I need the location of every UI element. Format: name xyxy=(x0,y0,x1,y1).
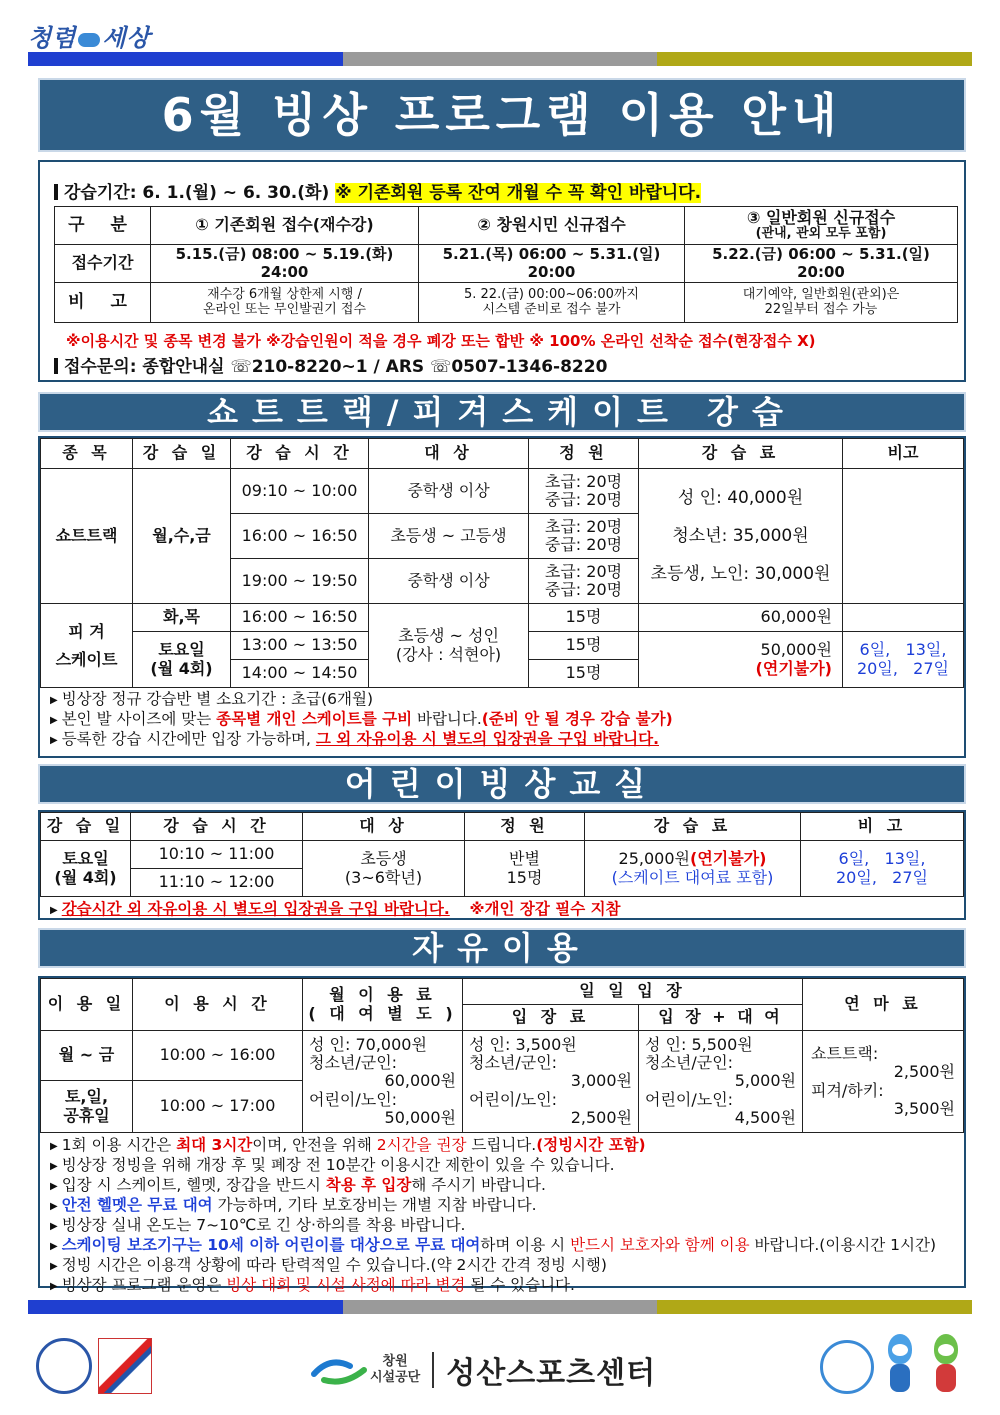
reg-header-citizen: ② 창원시민 신규접수 xyxy=(419,207,685,245)
free-h-daily: 일 일 입 장 xyxy=(463,979,803,1005)
reg-period-general: 5.22.(금) 06:00 ~ 5.31.(일) 20:00 xyxy=(685,245,958,283)
reg-header-existing: ① 기존회원 접수(재수강) xyxy=(151,207,419,245)
kids-target: 초등생 (3~6학년) xyxy=(303,841,465,897)
short-target-1: 중학생 이상 xyxy=(369,469,529,514)
period-notice: ※ 기존회원 등록 잔여 개월 수 꼭 확인 바랍니다. xyxy=(335,183,702,203)
page-title: 6월 빙상 프로그램 이용 안내 xyxy=(38,78,966,152)
free-day-weekend: 토,일, 공휴일 xyxy=(41,1081,133,1133)
skate-h-time: 강 습 시 간 xyxy=(231,439,369,469)
free-note-1: ▶ 1회 이용 시간은 최대 3시간이며, 안전을 위해 2시간을 권장 드립니다.(정빙시간 포함) xyxy=(50,1136,646,1154)
skate-h-target: 대 상 xyxy=(369,439,529,469)
contact-line xyxy=(54,352,607,377)
figure-day-2: 토요일 (월 4회) xyxy=(133,632,231,688)
skate-h-remark: 비고 xyxy=(843,439,964,469)
kids-day: 토요일 (월 4회) xyxy=(41,841,131,897)
kids-fee: 25,000원(연기불가) (스케이트 대여료 포함) xyxy=(585,841,801,897)
figure-target: 초등생 ~ 성인 (강사 : 석현아) xyxy=(369,604,529,688)
top-stripe xyxy=(28,52,972,66)
short-cap-1: 초급: 20명 중급: 20명 xyxy=(529,469,639,514)
skate-section-title: 쇼트트랙/피겨스케이트 강습 xyxy=(38,392,966,432)
reg-header-general: ③ 일반회원 신규접수 (관내, 관외 모두 포함) xyxy=(685,207,958,245)
reg-period-label: 접수기간 xyxy=(55,245,151,283)
free-note-2: ▶ 빙상장 정빙을 위해 개장 후 및 폐장 전 10분간 이용시간 제한이 있을 수 있습니다. xyxy=(50,1156,615,1174)
bottom-stripe xyxy=(28,1300,972,1314)
reg-period-citizen: 5.21.(목) 06:00 ~ 5.31.(일) 20:00 xyxy=(419,245,685,283)
reg-header-category: 구 분 xyxy=(55,207,151,245)
skate-h-capacity: 정 원 xyxy=(529,439,639,469)
figure-fee-2: 50,000원 (연기불가) xyxy=(639,632,843,688)
skate-section xyxy=(38,436,966,758)
short-track-days: 월,수,금 xyxy=(133,469,231,604)
free-table xyxy=(40,978,964,1133)
consumer-centered-seal-icon xyxy=(820,1340,874,1394)
mascot-blue-icon xyxy=(880,1334,920,1398)
free-monthly-fees: 성 인: 70,000원 청소년/군인: 60,000원 어린이/노인: 50,000원 xyxy=(303,1031,463,1133)
skate-table xyxy=(40,438,964,688)
skate-h-fee: 강 습 료 xyxy=(639,439,843,469)
kids-section xyxy=(38,810,966,920)
free-entry-rent-fees: 성 인: 5,500원 청소년/군인: 5,000원 어린이/노인: 4,500원 xyxy=(639,1031,803,1133)
figure-time-2: 13:00 ~ 13:50 xyxy=(231,632,369,660)
center-name: 성산스포츠센터 xyxy=(446,1356,657,1391)
free-note-3: ▶ 입장 시 스케이트, 헬멧, 장갑을 반드시 착용 후 입장해 주시기 바랍니다. xyxy=(50,1176,546,1194)
short-remark xyxy=(843,469,964,604)
kids-h-capacity: 정 원 xyxy=(465,813,585,841)
skate-notes xyxy=(50,690,673,750)
short-target-2: 초등생 ~ 고등생 xyxy=(369,514,529,559)
skate-note-1: ▶ 빙상장 정규 강습반 별 소요기간 : 초급(6개월) xyxy=(50,690,373,708)
figure-cap-2: 15명 xyxy=(529,632,639,660)
reg-note-general: 대기예약, 일반회원(관외)은 22일부터 접수 가능 xyxy=(685,283,958,323)
intro-section xyxy=(38,160,966,382)
short-cap-3: 초급: 20명 중급: 20명 xyxy=(529,559,639,604)
short-time-3: 19:00 ~ 19:50 xyxy=(231,559,369,604)
short-cap-2: 초급: 20명 중급: 20명 xyxy=(529,514,639,559)
integrity-logo: 청렴 세상 xyxy=(28,23,151,52)
short-time-2: 16:00 ~ 16:50 xyxy=(231,514,369,559)
kids-h-fee: 강 습 료 xyxy=(585,813,801,841)
registration-table xyxy=(54,206,958,323)
kids-h-remark: 비 고 xyxy=(801,813,964,841)
short-fees: 성 인: 40,000원 청소년: 35,000원 초등생, 노인: 30,000원 xyxy=(639,469,843,604)
figure-remark-2: 6일, 13일, 20일, 27일 xyxy=(843,632,964,688)
free-note-5: ▶ 빙상장 실내 온도는 7~10℃로 긴 상·하의를 착용 바랍니다. xyxy=(50,1216,466,1234)
free-note-4: ▶ 안전 헬멧은 무료 대여 가능하며, 기타 보호장비는 개별 지참 바랍니다. xyxy=(50,1196,537,1214)
skate-note-3: ▶ 등록한 강습 시간에만 입장 가능하며, 그 외 자유이용 시 별도의 입장권을 구입 바랍니다. xyxy=(50,730,659,748)
figure-remark-1 xyxy=(843,604,964,632)
skate-note-2: ▶ 본인 발 사이즈에 맞는 종목별 개인 스케이트를 구비 바랍니다.(준비 안 될 경우 강습 불가) xyxy=(50,710,673,728)
figure-fee-1: 60,000원 xyxy=(639,604,843,632)
reg-note-existing: 재수강 6개월 상한제 시행 / 온라인 또는 무인발권기 접수 xyxy=(151,283,419,323)
free-note-7: ▶ 정빙 시간은 이용객 상황에 따라 탄력적일 수 있습니다.(약 2시간 간격 정빙 시행) xyxy=(50,1256,607,1274)
reg-note-citizen: 5. 22.(금) 00:00~06:00까지 시스템 준비로 접수 불가 xyxy=(419,283,685,323)
figure-time-1: 16:00 ~ 16:50 xyxy=(231,604,369,632)
short-track-name: 쇼트트랙 xyxy=(41,469,133,604)
kids-table xyxy=(40,812,964,897)
free-notes xyxy=(50,1136,936,1296)
period-label: 강습기간: 6. 1.(월) ~ 6. 30.(화) xyxy=(64,183,330,203)
contact-label: 접수문의: 종합안내실 xyxy=(64,357,225,377)
short-time-1: 09:10 ~ 10:00 xyxy=(231,469,369,514)
kids-note: ▶ 강습시간 외 자유이용 시 별도의 입장권을 구입 바랍니다. ※개인 장갑 필수 지참 xyxy=(50,900,621,918)
figure-time-3: 14:00 ~ 14:50 xyxy=(231,660,369,688)
certification-seal-icon xyxy=(36,1338,92,1394)
mascot-green-icon xyxy=(926,1334,966,1398)
free-section xyxy=(38,976,966,1294)
figure-day-1: 화,목 xyxy=(133,604,231,632)
free-h-entry-rent: 입 장 + 대 여 xyxy=(639,1005,803,1031)
free-day-weekday: 월 ~ 금 xyxy=(41,1031,133,1081)
short-target-3: 중학생 이상 xyxy=(369,559,529,604)
org-logo-icon xyxy=(310,1352,370,1388)
kids-remark: 6일, 13일, 20일, 27일 xyxy=(801,841,964,897)
free-annual-fees: 쇼트트랙: 2,500원 피겨/하키: 3,500원 xyxy=(803,1031,964,1133)
warning-line: ※이용시간 및 종목 변경 불가 ※강습인원이 적을 경우 폐강 또는 합반 ※ 100% 온라인 선착순 접수(현장접수 X) xyxy=(66,332,816,350)
skate-h-sport: 종 목 xyxy=(41,439,133,469)
contact-phone: ☏210-8220~1 / ARS ☏0507-1346-8220 xyxy=(230,357,608,377)
kids-time-2: 11:10 ~ 12:00 xyxy=(131,869,303,897)
kids-time-1: 10:10 ~ 11:00 xyxy=(131,841,303,869)
free-time-weekday: 10:00 ~ 16:00 xyxy=(133,1031,303,1081)
figure-cap-1: 15명 xyxy=(529,604,639,632)
kids-capacity: 반별 15명 xyxy=(465,841,585,897)
free-note-6: ▶ 스케이팅 보조기구는 10세 이하 어린이를 대상으로 무료 대여하며 이용 시 반드시 보호자와 함께 이용 바랍니다.(이용시간 1시간) xyxy=(50,1236,937,1254)
free-section-title: 자유이용 xyxy=(38,928,966,968)
free-h-monthly: 월 이 용 료 ( 대 여 별 도 ) xyxy=(303,979,463,1031)
free-h-entry: 입 장 료 xyxy=(463,1005,639,1031)
figure-cap-3: 15명 xyxy=(529,660,639,688)
free-time-weekend: 10:00 ~ 17:00 xyxy=(133,1081,303,1133)
free-note-8: ▶ 빙상장 프로그램 운영은 빙상 대회 및 시설 사정에 따라 변경 될 수 있습니다. xyxy=(50,1276,575,1294)
figure-name: 피 겨 스케이트 xyxy=(41,604,133,688)
reg-period-existing: 5.15.(금) 08:00 ~ 5.19.(화) 24:00 xyxy=(151,245,419,283)
free-entry-fees: 성 인: 3,500원 청소년/군인: 3,000원 어린이/노인: 2,500원 xyxy=(463,1031,639,1133)
skate-h-day: 강 습 일 xyxy=(133,439,231,469)
kids-h-day: 강 습 일 xyxy=(41,813,131,841)
certification-mark-icon xyxy=(98,1338,152,1394)
period-line xyxy=(54,178,701,203)
footer-org xyxy=(310,1340,656,1400)
free-h-time: 이 용 시 간 xyxy=(133,979,303,1031)
free-h-annual: 연 마 료 xyxy=(803,979,964,1031)
kids-h-time: 강 습 시 간 xyxy=(131,813,303,841)
kids-section-title: 어린이빙상교실 xyxy=(38,764,966,804)
kids-h-target: 대 상 xyxy=(303,813,465,841)
reg-note-label: 비 고 xyxy=(55,283,151,323)
org-name: 창원 시설공단 xyxy=(370,1354,421,1385)
free-h-day: 이 용 일 xyxy=(41,979,133,1031)
